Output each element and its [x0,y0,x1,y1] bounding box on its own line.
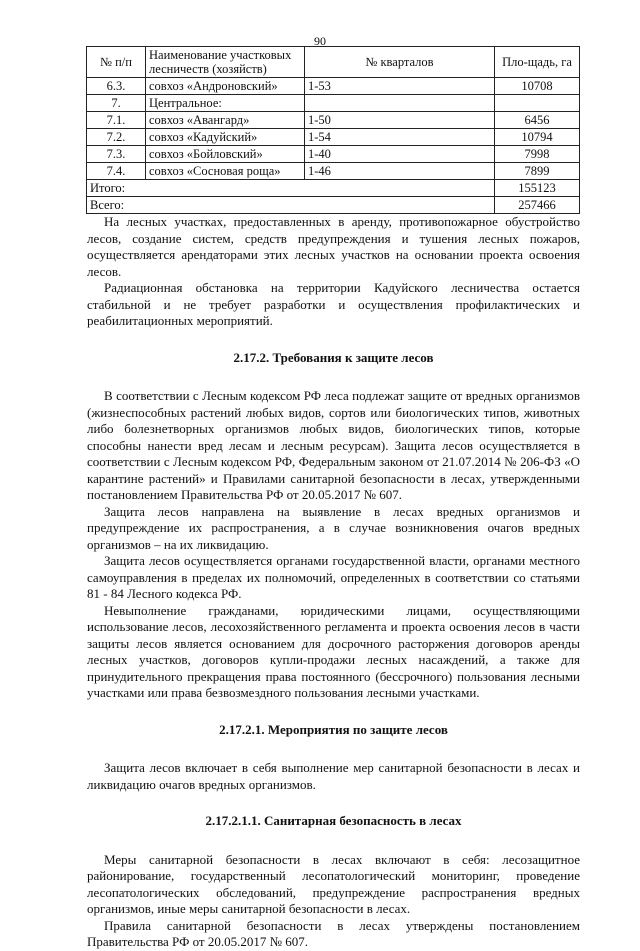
cell-quarters: 1-50 [305,112,495,129]
cell-area: 7998 [495,146,580,163]
paragraph-fire-protection: На лесных участках, предоставленных в аренду, противопожарное обустройство лесов, создание систем, средств предупреждения и тушения лесных пожаров, осуществляется арендаторами этих лесных участков на основании проекта освоения лесов. [87,214,580,279]
header-area: Пло-щадь, га [495,47,580,78]
table-grand-total-row [87,197,580,214]
table-header-row [87,47,580,78]
cell-no: 7.1. [87,112,146,129]
cell-name: совхоз «Сосновая роща» [146,163,305,180]
document-body [87,214,580,951]
cell-area: 10708 [495,78,580,95]
header-quarters: № кварталов [305,47,495,78]
cell-area: 10794 [495,129,580,146]
grand-total-value: 257466 [495,197,580,214]
cell-name: совхоз «Авангард» [146,112,305,129]
cell-quarters: 1-46 [305,163,495,180]
grand-total-label: Всего: [87,197,495,214]
heading-2-17-2: 2.17.2. Требования к защите лесов [233,349,434,365]
table-row [87,163,580,180]
paragraph-authorities: Защита лесов осуществляется органами государственной власти, органами местного самоуправления в пределах их полномочий, определенных в соответствии со статьями 81 - 84 Лесного кодекса РФ. [87,553,580,601]
forest-districts-table [86,46,580,214]
page-number: 90 [314,34,326,48]
cell-area: 6456 [495,112,580,129]
total-label: Итого: [87,180,495,197]
paragraph-protection-includes: Защита лесов включает в себя выполнение мер санитарной безопасности в лесах и ликвидацию очагов вредных организмов. [87,760,580,792]
table-row [87,129,580,146]
cell-quarters: 1-54 [305,129,495,146]
cell-quarters [305,95,495,112]
cell-name: совхоз «Кадуйский» [146,129,305,146]
cell-area: 7899 [495,163,580,180]
cell-area [495,95,580,112]
table-row [87,112,580,129]
cell-no: 7.2. [87,129,146,146]
header-no: № п/п [87,47,146,78]
table-total-row [87,180,580,197]
cell-quarters: 1-40 [305,146,495,163]
paragraph-sanitary-measures: Меры санитарной безопасности в лесах включают в себя: лесозащитное районирование, государственный лесопатологический мониторинг, проведение лесопатологических обследований, предупреждение распространения вредных организмов, иные меры санитарной безопасности в лесах. [87,851,580,916]
table-row [87,78,580,95]
cell-no: 7.4. [87,163,146,180]
cell-name: совхоз «Бойловский» [146,146,305,163]
table-row [87,146,580,163]
cell-quarters: 1-53 [305,78,495,95]
table-row [87,95,580,112]
paragraph-sanitary-rules: Правила санитарной безопасности в лесах утверждены постановлением Правительства РФ от 20.05.2017 № 607. [87,917,580,949]
paragraph-protection-goal: Защита лесов направлена на выявление в лесах вредных организмов и предупреждение их распространения, а в случае возникновения очагов вредных организмов – на их ликвидацию. [87,503,580,552]
paragraph-violations: Невыполнение гражданами, юридическими лицами, осуществляющими использование лесов, лесохозяйственного регламента и проекта освоения лесов в части защиты лесов является основанием для досрочного расторжения договоров аренды лесных участков, договоров купли-продажи лесных насаждений, а также для принудительного прекращения права постоянного (бессрочного) пользования лесными участками или права безвозмездного пользования лесными участками. [87,602,580,700]
paragraph-radiation: Радиационная обстановка на территории Кадуйского лесничества остается стабильной и не требует разработки и осуществления профилактических и реабилитационных мероприятий. [87,280,580,328]
header-name: Наименование участковых лесничеств (хозяйств) [146,47,305,78]
total-value: 155123 [495,180,580,197]
heading-2-17-2-1: 2.17.2.1. Мероприятия по защите лесов [219,721,448,737]
cell-name: совхоз «Андроновский» [146,78,305,95]
heading-2-17-2-1-1: 2.17.2.1.1. Санитарная безопасность в лесах [205,813,462,828]
cell-no: 6.3. [87,78,146,95]
cell-no: 7.3. [87,146,146,163]
cell-no: 7. [87,95,146,112]
paragraph-forest-code: В соответствии с Лесным кодексом РФ леса подлежат защите от вредных организмов (жизнеспособных растений любых видов, сортов или биологических типов, животных либо болезнетворных организмов любых видов, биологических типов, которые способны нанести вред лесам и лесным ресурсам). Защита лесов осуществляется в соответствии с Лесным кодексом РФ, Федеральным законом от 21.07.2014 № 206-ФЗ «О карантине растений» и Правилами санитарной безопасности в лесах, утвержденными постановлением Правительства РФ от 20.05.2017 № 607. [87,388,580,502]
cell-name: Центральное: [146,95,305,112]
